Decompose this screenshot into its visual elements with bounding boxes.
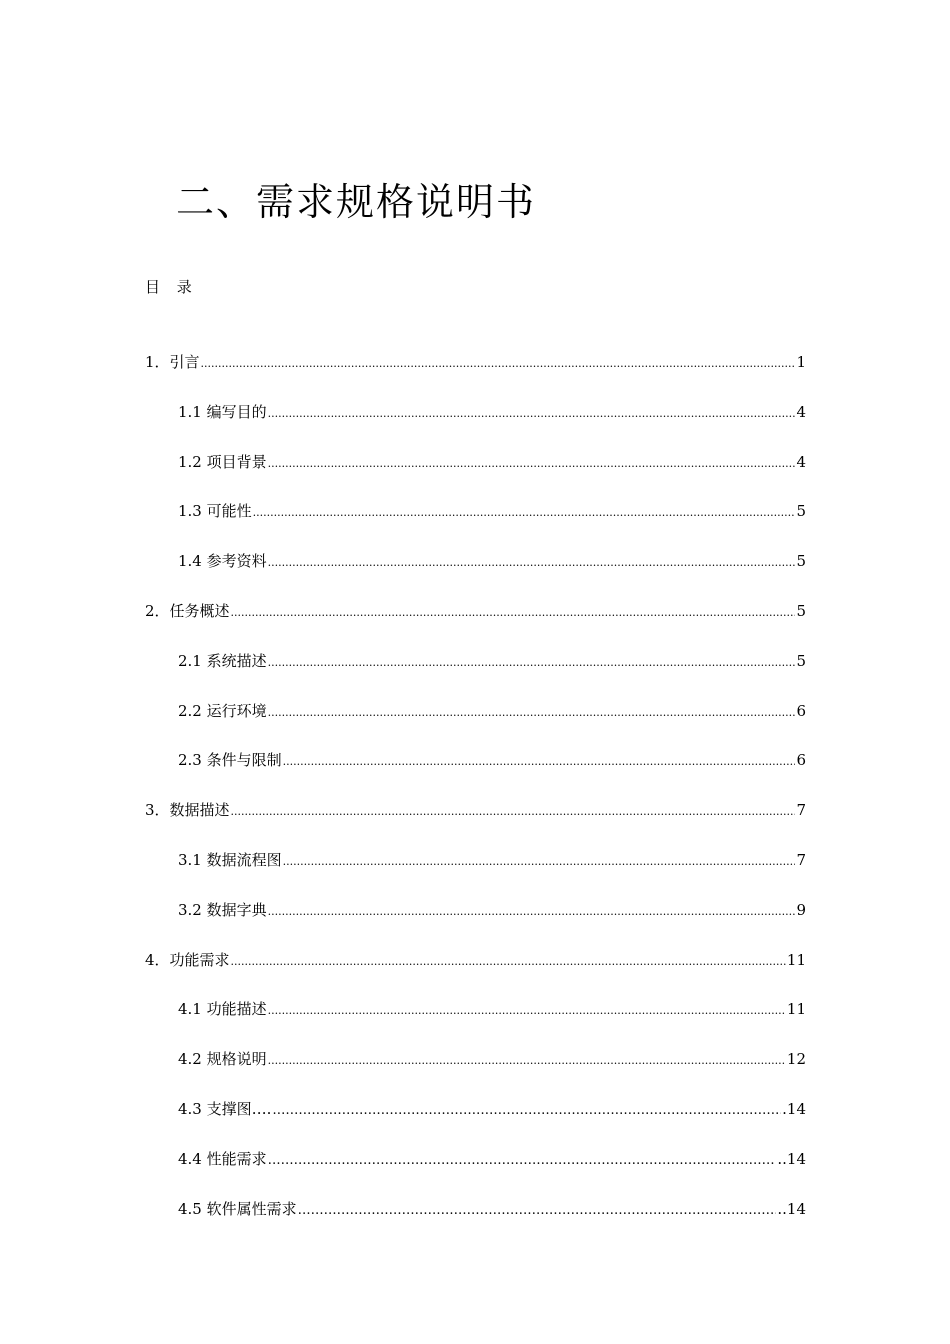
toc-entry-page-number: 4 <box>796 402 806 421</box>
toc-dot-leader <box>231 601 796 625</box>
toc-entry-page-number: 1 <box>796 353 806 371</box>
toc-entry-page-number: 11 <box>786 950 806 969</box>
toc-entry-label: 1.1 编写目的 <box>178 402 267 421</box>
toc-heading: 目 录 <box>145 278 198 296</box>
toc-entry[interactable] <box>178 499 806 523</box>
toc-dot-leader <box>272 1099 781 1123</box>
toc-dot-leader <box>283 850 796 874</box>
toc-entry-label: 3.2 数据字典 <box>178 900 267 919</box>
toc-dot-leader <box>231 950 786 974</box>
toc-entry-page-number: 12 <box>786 1050 806 1069</box>
toc-dot-leader <box>283 750 796 774</box>
toc-entry[interactable] <box>178 1147 806 1171</box>
toc-dot-leader <box>268 651 796 675</box>
toc-entry-page-number: 5 <box>796 552 806 571</box>
toc-entry-page-number: 6 <box>796 701 806 720</box>
toc-dot-leader <box>268 452 796 476</box>
toc-entry-page-number: .14 <box>782 1100 806 1118</box>
toc-entry-page-number: 7 <box>796 851 806 869</box>
document-title: 二、需求规格说明书 <box>176 180 537 224</box>
toc-entry-label: 2．任务概述 <box>145 602 230 620</box>
toc-entry-page-number: 9 <box>796 900 806 919</box>
toc-entry[interactable] <box>178 997 806 1021</box>
toc-entry[interactable] <box>178 549 806 573</box>
toc-dot-leader <box>201 352 796 376</box>
toc-entry-label: 4.1 功能描述 <box>178 1000 267 1019</box>
toc-entry[interactable] <box>178 898 806 922</box>
toc-entry-label: 4.4 性能需求 <box>178 1149 267 1168</box>
toc-entry-label: 4．功能需求 <box>145 950 230 969</box>
toc-dot-leader <box>268 1049 786 1073</box>
toc-entry-label: 1.3 可能性 <box>178 502 252 521</box>
toc-entry-page-number: ..14 <box>777 1199 806 1218</box>
toc-dot-leader <box>253 501 796 525</box>
toc-entry[interactable] <box>145 948 806 972</box>
toc-entry[interactable] <box>178 400 806 424</box>
toc-entry-page-number: 11 <box>786 1000 806 1019</box>
toc-entry[interactable] <box>178 748 806 772</box>
toc-entry-label: 3.1 数据流程图 <box>178 851 282 869</box>
toc-dot-leader <box>268 1149 777 1173</box>
toc-dot-leader <box>268 551 796 575</box>
toc-entry-label: 1.4 参考资料 <box>178 552 267 571</box>
toc-entry-label: 4.3 支撑图…. <box>178 1100 272 1118</box>
toc-entry[interactable] <box>145 350 806 374</box>
toc-entry[interactable] <box>145 798 806 822</box>
toc-entry-label: 2.2 运行环境 <box>178 701 267 720</box>
toc-entry-label: 2.1 系统描述 <box>178 651 267 670</box>
toc-dot-leader <box>268 900 796 924</box>
toc-entry-page-number: 6 <box>796 751 806 770</box>
toc-entry-page-number: 7 <box>796 801 806 820</box>
toc-entry[interactable] <box>178 1197 806 1221</box>
toc-entry[interactable] <box>178 1047 806 1071</box>
toc-entry-label: 4.5 软件属性需求 <box>178 1199 297 1218</box>
toc-entry-label: 1．引言 <box>145 353 200 371</box>
toc-entry-page-number: 4 <box>796 452 806 471</box>
toc-dot-leader <box>298 1199 777 1223</box>
toc-entry-page-number: 5 <box>796 502 806 521</box>
toc-entry[interactable] <box>178 450 806 474</box>
toc-dot-leader <box>268 701 796 725</box>
toc-dot-leader <box>268 999 786 1023</box>
toc-entry[interactable] <box>178 1097 806 1121</box>
toc-dot-leader <box>231 800 796 824</box>
toc-entry-label: 1.2 项目背景 <box>178 452 267 471</box>
toc-entry-page-number: 5 <box>796 602 806 620</box>
toc-entry-label: 3．数据描述 <box>145 801 230 820</box>
toc-entry-label: 4.2 规格说明 <box>178 1050 267 1069</box>
toc-entry[interactable] <box>178 649 806 673</box>
toc-dot-leader <box>268 402 796 426</box>
toc-entry[interactable] <box>178 699 806 723</box>
toc-entry[interactable] <box>145 599 806 623</box>
toc-entry[interactable] <box>178 848 806 872</box>
toc-entry-page-number: ..14 <box>777 1149 806 1168</box>
toc-entry-page-number: 5 <box>796 651 806 670</box>
toc-entry-label: 2.3 条件与限制 <box>178 751 282 770</box>
